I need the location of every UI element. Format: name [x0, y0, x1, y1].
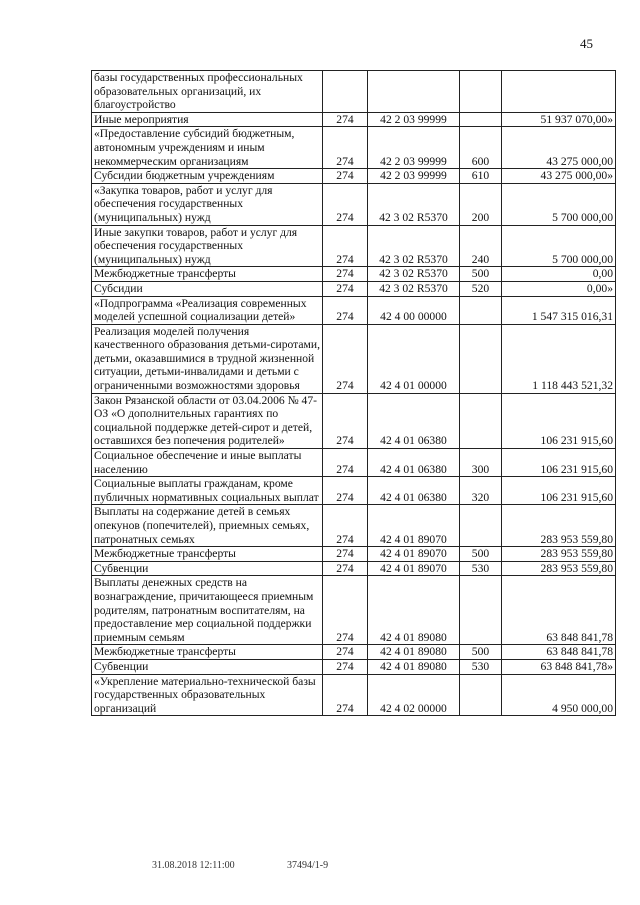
page-number: 45 — [580, 36, 593, 51]
footer-document-id: 37494/1-9 — [287, 860, 329, 871]
row-gr-cell: 274 — [323, 561, 368, 576]
row-sum-cell: 283 953 559,80 — [502, 505, 616, 547]
table-row — [92, 112, 616, 127]
row-code-cell: 42 4 01 89070 — [368, 505, 460, 547]
row-sum-cell: 51 937 070,00» — [502, 112, 616, 127]
table-row — [92, 659, 616, 674]
row-vr-cell: 530 — [460, 659, 502, 674]
row-gr-cell: 274 — [323, 169, 368, 184]
row-sum-cell: 0,00» — [502, 281, 616, 296]
row-name-cell: «Укрепление материально-технической базы государственных образовательных организаций — [92, 674, 323, 716]
row-code-cell: 42 4 01 06380 — [368, 477, 460, 505]
row-gr-cell: 274 — [323, 225, 368, 267]
row-vr-cell: 530 — [460, 561, 502, 576]
table-row — [92, 324, 616, 393]
row-code-cell: 42 2 03 99999 — [368, 112, 460, 127]
row-name-cell: Иные закупки товаров, работ и услуг для обеспечения государственных (муниципальных) нужд — [92, 225, 323, 267]
row-code-cell: 42 4 01 89080 — [368, 645, 460, 660]
row-vr-cell — [460, 393, 502, 448]
row-name-cell: Субсидии — [92, 281, 323, 296]
row-gr-cell: 274 — [323, 127, 368, 169]
row-vr-cell: 610 — [460, 169, 502, 184]
row-gr-cell: 274 — [323, 281, 368, 296]
table-row — [92, 449, 616, 477]
row-sum-cell: 283 953 559,80 — [502, 547, 616, 562]
row-code-cell: 42 4 01 89070 — [368, 547, 460, 562]
table-row — [92, 127, 616, 169]
row-code-cell: 42 4 02 00000 — [368, 674, 460, 716]
row-gr-cell: 274 — [323, 324, 368, 393]
table-row — [92, 267, 616, 282]
row-code-cell: 42 4 00 00000 — [368, 296, 460, 324]
row-name-cell: базы государственных профессиональных образовательных организаций, их благоустройство — [92, 71, 323, 113]
row-gr-cell — [323, 71, 368, 113]
table-row — [92, 645, 616, 660]
row-code-cell: 42 4 01 06380 — [368, 449, 460, 477]
table-row — [92, 169, 616, 184]
table-row — [92, 505, 616, 547]
row-code-cell: 42 4 01 06380 — [368, 393, 460, 448]
row-sum-cell: 43 275 000,00» — [502, 169, 616, 184]
row-sum-cell: 43 275 000,00 — [502, 127, 616, 169]
row-vr-cell: 600 — [460, 127, 502, 169]
row-code-cell: 42 4 01 00000 — [368, 324, 460, 393]
row-sum-cell: 5 700 000,00 — [502, 183, 616, 225]
row-gr-cell: 274 — [323, 674, 368, 716]
row-gr-cell: 274 — [323, 477, 368, 505]
row-vr-cell — [460, 324, 502, 393]
row-vr-cell — [460, 112, 502, 127]
row-code-cell: 42 3 02 R5370 — [368, 267, 460, 282]
row-vr-cell: 520 — [460, 281, 502, 296]
row-code-cell: 42 4 01 89080 — [368, 659, 460, 674]
table-row — [92, 561, 616, 576]
row-name-cell: Субвенции — [92, 659, 323, 674]
row-vr-cell: 200 — [460, 183, 502, 225]
row-name-cell: Субвенции — [92, 561, 323, 576]
row-name-cell: Выплаты денежных средств на вознаграждение, причитающееся приемным родителям, патронатным воспитателям, на предоставление мер социальной поддержки приемным семьям — [92, 576, 323, 645]
row-name-cell: Субсидии бюджетным учреждениям — [92, 169, 323, 184]
table-row — [92, 477, 616, 505]
row-gr-cell: 274 — [323, 449, 368, 477]
table-row — [92, 547, 616, 562]
row-name-cell: Реализация моделей получения качественного образования детьми-сиротами, детьми, оказавшимися в трудной жизненной ситуации, детьми-инвалидами и детьми с ограниченными возможностями здоровья — [92, 324, 323, 393]
row-code-cell: 42 4 01 89070 — [368, 561, 460, 576]
table-row — [92, 576, 616, 645]
row-gr-cell: 274 — [323, 267, 368, 282]
row-gr-cell: 274 — [323, 112, 368, 127]
row-name-cell: Межбюджетные трансферты — [92, 267, 323, 282]
row-gr-cell: 274 — [323, 547, 368, 562]
row-code-cell: 42 3 02 R5370 — [368, 225, 460, 267]
row-vr-cell: 320 — [460, 477, 502, 505]
budget-table — [91, 70, 616, 716]
row-gr-cell: 274 — [323, 296, 368, 324]
table-row — [92, 225, 616, 267]
row-gr-cell: 274 — [323, 505, 368, 547]
row-sum-cell: 0,00 — [502, 267, 616, 282]
row-name-cell: Межбюджетные трансферты — [92, 645, 323, 660]
row-sum-cell — [502, 71, 616, 113]
row-sum-cell: 106 231 915,60 — [502, 393, 616, 448]
row-vr-cell: 500 — [460, 267, 502, 282]
table-row — [92, 183, 616, 225]
table-row — [92, 281, 616, 296]
row-vr-cell — [460, 576, 502, 645]
row-sum-cell: 106 231 915,60 — [502, 449, 616, 477]
row-code-cell: 42 4 01 89080 — [368, 576, 460, 645]
table-row — [92, 71, 616, 113]
row-sum-cell: 1 547 315 016,31 — [502, 296, 616, 324]
row-name-cell: Социальное обеспечение и иные выплаты населению — [92, 449, 323, 477]
table-row — [92, 296, 616, 324]
table-row — [92, 393, 616, 448]
row-code-cell: 42 3 02 R5370 — [368, 183, 460, 225]
row-gr-cell: 274 — [323, 576, 368, 645]
row-code-cell — [368, 71, 460, 113]
row-sum-cell: 63 848 841,78» — [502, 659, 616, 674]
row-sum-cell: 1 118 443 521,32 — [502, 324, 616, 393]
row-vr-cell — [460, 674, 502, 716]
row-vr-cell — [460, 296, 502, 324]
table-row — [92, 674, 616, 716]
row-sum-cell: 5 700 000,00 — [502, 225, 616, 267]
row-sum-cell: 283 953 559,80 — [502, 561, 616, 576]
row-vr-cell: 500 — [460, 645, 502, 660]
row-gr-cell: 274 — [323, 393, 368, 448]
row-vr-cell — [460, 505, 502, 547]
row-code-cell: 42 2 03 99999 — [368, 127, 460, 169]
row-name-cell: Закон Рязанской области от 03.04.2006 № 47-ОЗ «О дополнительных гарантиях по социальной поддержке детей-сирот и детей, оставшихся без попечения родителей» — [92, 393, 323, 448]
row-code-cell: 42 3 02 R5370 — [368, 281, 460, 296]
row-sum-cell: 106 231 915,60 — [502, 477, 616, 505]
row-name-cell: «Подпрограмма «Реализация современных моделей успешной социализации детей» — [92, 296, 323, 324]
row-sum-cell: 63 848 841,78 — [502, 645, 616, 660]
footer-datetime: 31.08.2018 12:11:00 — [152, 860, 235, 871]
row-name-cell: «Закупка товаров, работ и услуг для обеспечения государственных (муниципальных) нужд — [92, 183, 323, 225]
row-sum-cell: 4 950 000,00 — [502, 674, 616, 716]
row-name-cell: Межбюджетные трансферты — [92, 547, 323, 562]
row-sum-cell: 63 848 841,78 — [502, 576, 616, 645]
row-vr-cell: 240 — [460, 225, 502, 267]
row-name-cell: Иные мероприятия — [92, 112, 323, 127]
row-name-cell: «Предоставление субсидий бюджетным, автономным учреждениям и иным некоммерческим организациям — [92, 127, 323, 169]
row-vr-cell: 500 — [460, 547, 502, 562]
row-vr-cell — [460, 71, 502, 113]
row-gr-cell: 274 — [323, 183, 368, 225]
row-gr-cell: 274 — [323, 645, 368, 660]
row-name-cell: Выплаты на содержание детей в семьях опекунов (попечителей), приемных семьях, патронатных семьях — [92, 505, 323, 547]
row-name-cell: Социальные выплаты гражданам, кроме публичных нормативных социальных выплат — [92, 477, 323, 505]
row-vr-cell: 300 — [460, 449, 502, 477]
row-gr-cell: 274 — [323, 659, 368, 674]
row-code-cell: 42 2 03 99999 — [368, 169, 460, 184]
